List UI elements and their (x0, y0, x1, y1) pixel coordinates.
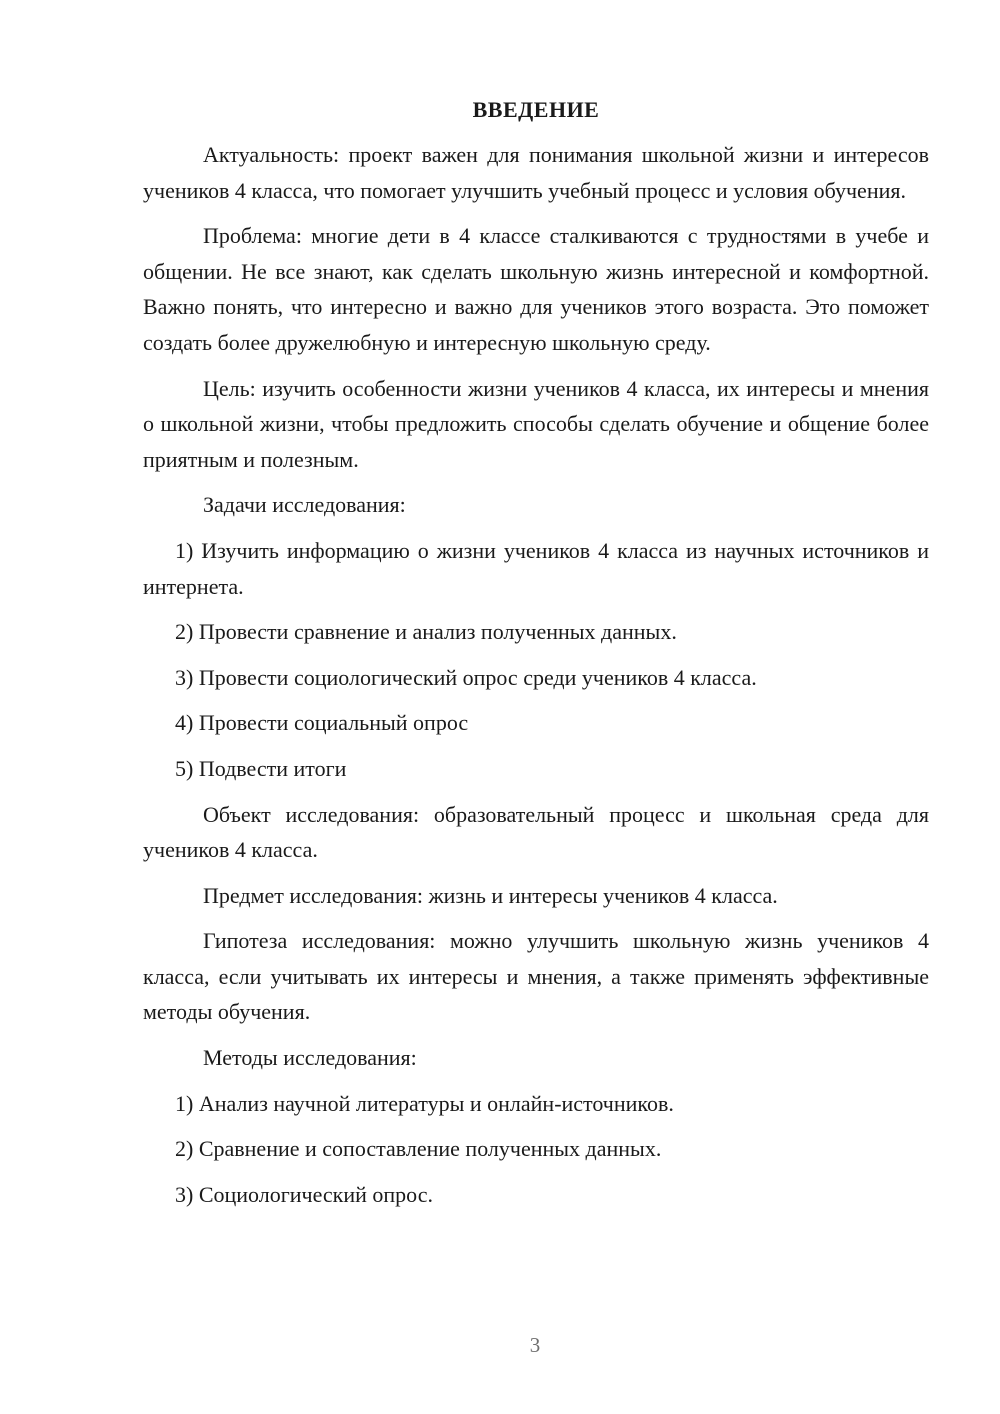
document-title: ВВЕДЕНИЕ (472, 97, 600, 122)
paragraph-problem: Проблема: многие дети в 4 классе сталкиваются с трудностями в учебе и общении. Не все знают, как сделать школьную жизнь интересной и комфортной. Важно понять, что интересно и важно для учеников этого возраста. Это поможет создать более дружелюбную и интересную школьную среду. (143, 223, 929, 355)
paragraph-goal: Цель: изучить особенности жизни учеников 4 класса, их интересы и мнения о школьной жизни, чтобы предложить способы сделать обучение и общение более приятным и полезным. (143, 375, 929, 472)
page-number: 3 (529, 1333, 541, 1357)
paragraph-relevance: Актуальность: проект важен для понимания школьной жизни и интересов учеников 4 класса, что помогает улучшить учебный процесс и условия обучения. (143, 142, 929, 203)
methods-heading: Методы исследования: (203, 1045, 417, 1071)
tasks-heading: Задачи исследования: (203, 492, 406, 518)
paragraph-hypothesis: Гипотеза исследования: можно улучшить школьную жизнь учеников 4 класса, если учитывать их интересы и мнения, а также применять эффективные методы обучения. (143, 928, 929, 1025)
document-page (143, 92, 929, 1222)
method-item: 1) Анализ научной литературы и онлайн-источников. (175, 1090, 674, 1116)
method-item: 3) Социологический опрос. (175, 1181, 433, 1207)
task-item: 5) Подвести итоги (175, 755, 347, 781)
paragraph-object: Объект исследования: образовательный процесс и школьная среда для учеников 4 класса. (143, 801, 929, 863)
paragraph-subject: Предмет исследования: жизнь и интересы учеников 4 класса. (203, 882, 778, 908)
task-item: 4) Провести социальный опрос (175, 710, 469, 736)
method-item: 2) Сравнение и сопоставление полученных данных. (175, 1136, 662, 1162)
task-item: 2) Провести сравнение и анализ полученных данных. (175, 619, 677, 645)
task-item: 1) Изучить информацию о жизни учеников 4 класса из научных источников и интернета. (143, 537, 929, 599)
task-item: 3) Провести социологический опрос среди учеников 4 класса. (175, 664, 757, 690)
